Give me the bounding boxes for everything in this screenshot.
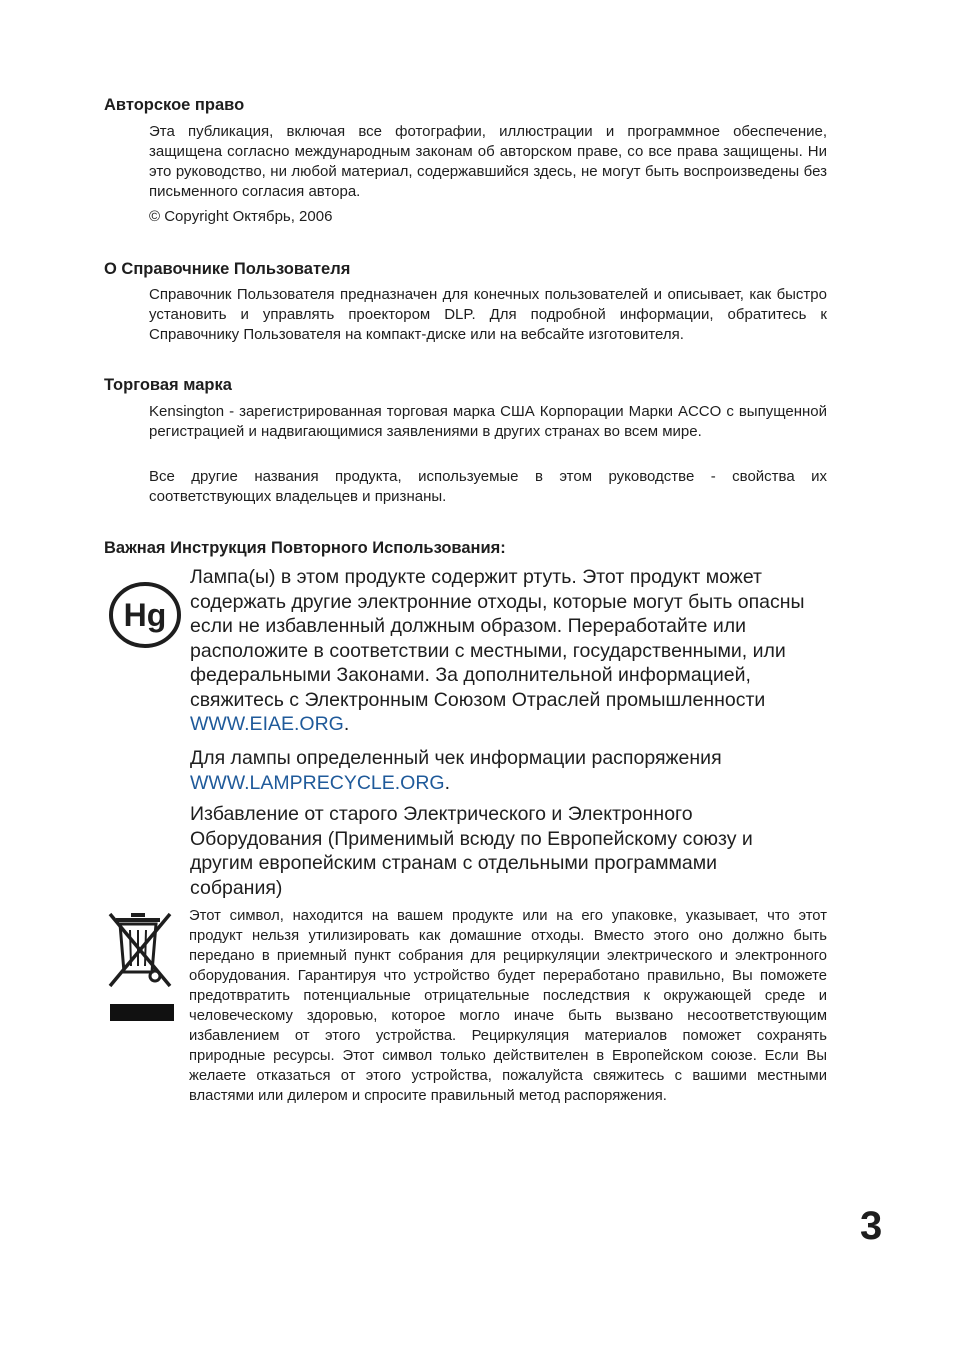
page-number: 3 xyxy=(860,1204,883,1248)
recycling-heading: Важная Инструкция Повторного Использования: xyxy=(104,539,506,557)
copyright-heading: Авторское право xyxy=(104,96,245,114)
hg-label: Hg xyxy=(123,597,167,633)
lamp-text xyxy=(190,746,840,795)
manual-body: Справочник Пользователя предназначен для конечных пользователей и описывает, как быстро установить и управлять проектором DLP. Для подробной информации, обратитесь к Справочнику Пользователя на компакт-диске или на вебсайте изготовителя. xyxy=(149,286,827,343)
manual-heading: О Справочнике Пользователя xyxy=(104,260,351,278)
lamp-period: . xyxy=(444,771,451,794)
mercury-text-body: Лампа(ы) в этом продукте содержит ртуть. Этот продукт может содержать другие электронние отходы, которые могут быть опасны если не избавленный должным образом. Переработайте или расположите в соответствии с местными, государственными, или федеральными Законами. За дополнительной информацией, свяжитесь с Электронным Союзом Отраслей промышленности xyxy=(190,566,805,711)
lamprecycle-link[interactable]: WWW.LAMPRECYCLE.ORG xyxy=(190,771,445,794)
weee-body: Этот символ, находится на вашем продукте или на его упаковке, указывает, что этот продукт нельзя утилизировать как домашние отходы. Вместо этого оно должно быть передано в приемный пункт собрания для рециркуляции электрического и электронного оборудования. Гарантируя что устройство будет переработано правильно, Вы поможете предотвратить потенциальные отрицательные последствия к окружающей среде и человеческому здоровью, которое могло иначе быть вызвано несоответствующим избавлением от этого устройства. Рециркуляция материалов поможет сохранять природные ресурсы. Этот символ только действителен в Европейском союзе. Если Вы желаете отказаться от этого устройства, пожалуйста свяжитесь с вашими местными властями или дилером и спросите правильный метод распоряжения. xyxy=(189,908,827,1104)
lamp-text-body: Для лампы определенный чек информации распоряжения xyxy=(190,747,722,769)
weee-heading: Избавление от старого Электрического и Электронного Оборудования (Применимый всюду по Европейскому союзу и другим европейским странам с отдельными программами собрания) xyxy=(190,803,753,899)
mercury-hg-icon xyxy=(108,582,182,648)
eiae-link[interactable]: WWW.EIAE.ORG xyxy=(190,713,344,735)
trademark-body-1: Kensington - зарегистрированная торговая марка США Корпорации Марки ACCO с выпущенной регистрацией и надвигающимися заявлениями в других странах во всем мире. xyxy=(149,403,827,440)
copyright-notice: © Copyright Октябрь, 2006 xyxy=(149,208,333,225)
mercury-period: . xyxy=(343,713,350,735)
crossed-bin-icon xyxy=(106,910,178,1024)
trademark-heading: Торговая марка xyxy=(104,376,232,394)
trademark-body-2: Все другие названия продукта, используемые в этом руководстве - свойства их соответствующих владельцев и признаны. xyxy=(149,468,827,505)
mercury-text xyxy=(190,565,840,737)
copyright-body: Эта публикация, включая все фотографии, иллюстрации и программное обеспечение, защищена согласно международным законам об авторском праве, со все права защищены. Ни это руководство, ни любой материал, содержавшийся здесь, не могут быть воспроизведены без письменного согласия автора. xyxy=(149,123,827,200)
